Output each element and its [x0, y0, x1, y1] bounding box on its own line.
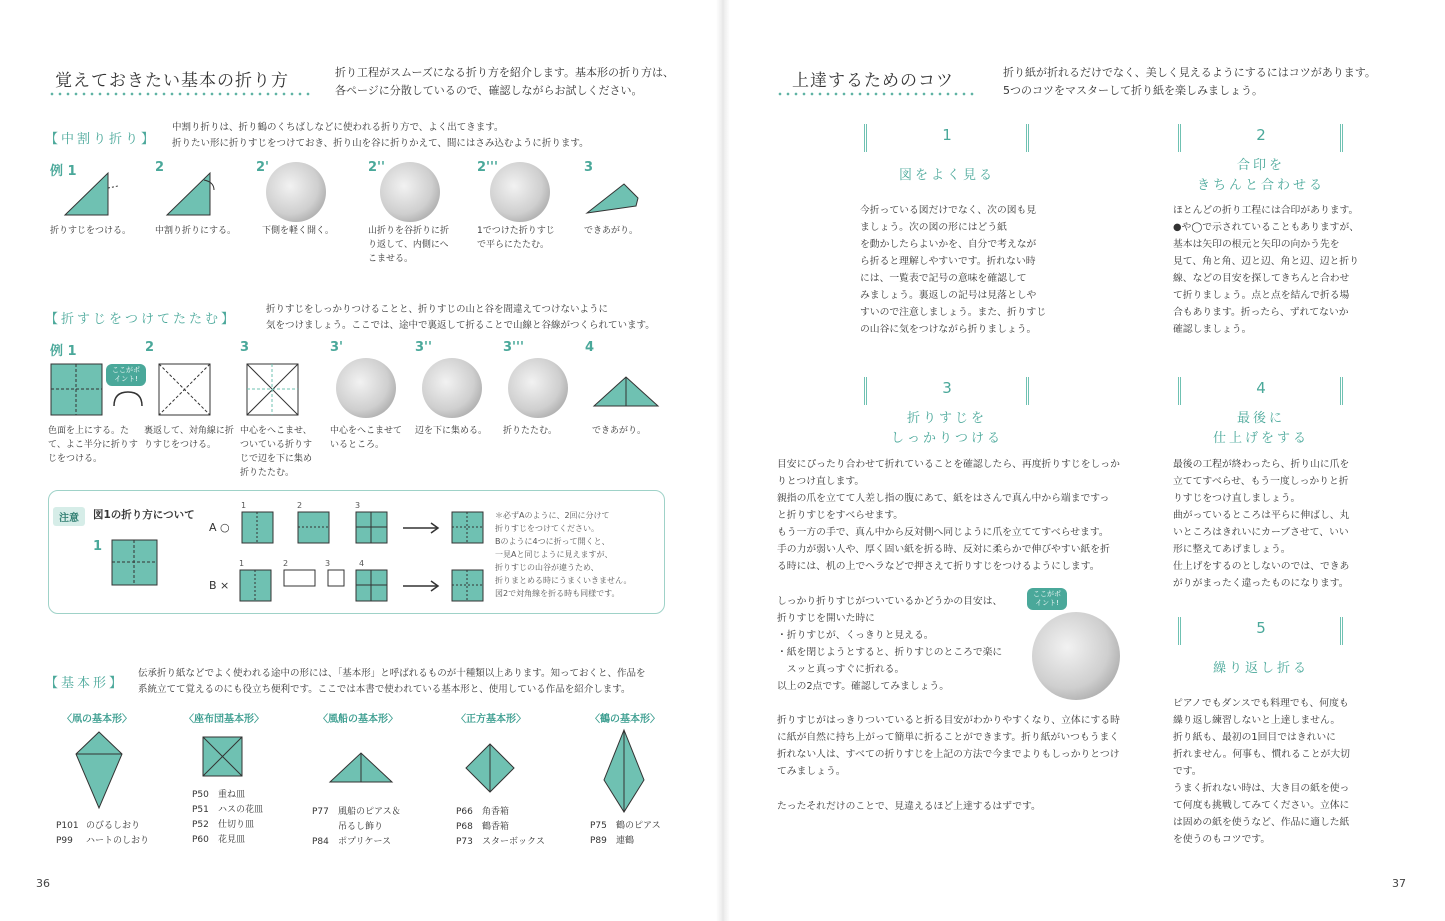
- desc-line: 気をつけましょう。ここでは、途中で裏返して折ることで山線と谷線がつくられています。: [266, 320, 655, 331]
- ref-row: [312, 805, 401, 820]
- ref-row: [312, 835, 401, 850]
- tatamu-caption: 折りたたむ。: [503, 426, 558, 436]
- tatamu-photo: [508, 358, 568, 418]
- tip-title-line: 最後に: [1236, 411, 1285, 426]
- note-line: 折りすじの山谷が違うため、: [495, 563, 599, 572]
- left-page: [0, 0, 722, 921]
- shape-title: 〈凧の基本形〉: [62, 714, 132, 725]
- option-b-label: B ×: [209, 579, 230, 592]
- check-line: しっかり折りすじがついているかどうかの目安は、: [777, 596, 1003, 607]
- tip-line: て何度も挑戦してみてください。立体に: [1173, 800, 1350, 811]
- tatamu-step-num: 例 1: [50, 344, 77, 359]
- tip-line: て折りましょう。点と点を結んで折る場: [1173, 290, 1350, 301]
- b-step-diagram: [283, 569, 317, 589]
- zabuton-base-diagram: [202, 736, 244, 778]
- tatamu-caption: 裏返して、対角線に折りすじをつける。: [144, 426, 234, 450]
- tip-line: です。: [1173, 766, 1202, 777]
- shape-refs: [56, 819, 149, 849]
- tip-title: [1166, 156, 1356, 196]
- naka-caption: できあがり。: [584, 226, 639, 236]
- a-step-diagram: [355, 511, 389, 545]
- tip-body: [1173, 695, 1363, 848]
- naka-photo: [490, 162, 550, 222]
- ref-page: P101: [56, 821, 79, 831]
- tip-line: 最後の工程が終わったら、折り山に爪を: [1173, 459, 1350, 470]
- ref-page: P50: [192, 790, 209, 800]
- tip-bar: [1026, 377, 1029, 405]
- tatamu-step-num: 3''': [503, 340, 524, 355]
- tip-line: 合もあります。折ったら、ずれてないか: [1173, 307, 1349, 318]
- desc-line: 伝承折り紙などでよく使われる途中の形には、「基本形」と呼ばれるものが十種類以上あります。知っておくと、作品を: [138, 668, 646, 679]
- a-step-num: 3: [355, 501, 361, 510]
- ref-title: 角香箱: [482, 807, 510, 817]
- intro-line: 折り紙が折れるだけでなく、美しく見えるようにするにはコツがあります。: [1003, 66, 1376, 79]
- check-block: [777, 593, 1057, 695]
- ref-page: P51: [192, 805, 209, 815]
- desc-line: 折りすじをしっかりつけることと、折りすじの山と谷を間違えてつけないように: [266, 304, 609, 315]
- note-text: [495, 509, 663, 600]
- check-line: に紙が自然に持ち上がって簡単に折ることができます。折り紙がいつもうまく: [777, 732, 1120, 743]
- kihon-desc: [138, 666, 678, 698]
- desc-line: 折りたい形に折りすじをつけておき、折り山を谷に折りかえて、間にはさみ込むように折ります。: [172, 138, 589, 149]
- ref-title: 鶴香箱: [482, 822, 510, 832]
- tip-bar: [1178, 617, 1181, 645]
- right-intro: [1003, 64, 1403, 100]
- a-step-diagram: [241, 511, 275, 545]
- tip-title-line: きちんと合わせる: [1196, 178, 1325, 193]
- shape-title: 〈風船の基本形〉: [318, 714, 398, 725]
- note-label: 注意: [53, 507, 85, 526]
- tip-number: 4: [1256, 379, 1266, 397]
- b-step-num: 4: [359, 559, 365, 568]
- tip-line: 折れません。何事も、慣れることが大切: [1173, 749, 1350, 760]
- b-step-diagram: [327, 569, 347, 589]
- tip-line: は固めの紙を使うなど、作品に適した紙: [1173, 817, 1350, 828]
- tip-line: 仕上げをするのとしないのでは、できあ: [1173, 561, 1350, 572]
- turn-over-icon: [110, 388, 146, 412]
- point-badge: ここがポイント!: [106, 364, 146, 386]
- ref-row: [56, 834, 149, 849]
- ref-row: [192, 833, 263, 848]
- naka-step-num: 2: [155, 160, 165, 175]
- naka-step-num: 3: [584, 160, 594, 175]
- tip-title-line: 合印を: [1236, 158, 1285, 173]
- ref-page: P84: [312, 837, 329, 847]
- tatamu-diagram-3: [246, 363, 300, 417]
- a-result-diagram: [451, 511, 485, 545]
- note-fig-num: 1: [93, 539, 103, 554]
- a-step-num: 1: [241, 501, 247, 510]
- b-step-diagram: [239, 569, 273, 603]
- ref-title: 花見皿: [218, 835, 246, 845]
- intro-line: 5つのコツをマスターして折り紙を楽しみましょう。: [1003, 84, 1263, 97]
- tip-line: りとつけ直します。: [777, 476, 865, 487]
- tatamu-step-num: 2: [145, 340, 155, 355]
- tatamu-photo: [336, 358, 396, 418]
- tatamu-step-num: 3'': [415, 340, 433, 355]
- tip-title: 図をよく見る: [898, 168, 995, 183]
- naka-step-num: 2'': [368, 160, 386, 175]
- naka-caption: 1でつけた折りすじで平らにたたむ。: [477, 226, 555, 250]
- tip-bar: [1340, 377, 1343, 405]
- point-badge: ここがポイント!: [1027, 588, 1067, 610]
- check-line: 折れない人は、すべての折りすじを上記の方法で今までよりもしっかりとつけ: [777, 749, 1120, 760]
- ref-title: 吊るし飾り: [338, 822, 384, 832]
- tip-number: 5: [1256, 619, 1266, 637]
- note-title: 図1の折り方について: [93, 509, 195, 521]
- tip-line: ●や◯で示されていることもありますが、: [1173, 222, 1360, 233]
- tip-line: ましょう。次の図の形にはどう紙: [860, 222, 1007, 233]
- ref-title: 重ね皿: [218, 790, 246, 800]
- intro-line: 折り工程がスムーズになる折り方を紹介します。基本形の折り方は、: [335, 66, 675, 79]
- ref-row: [56, 819, 149, 834]
- tip-bar: [864, 377, 867, 405]
- title-underline: [776, 92, 978, 96]
- tip-line: には、一覧表で記号の意味を確認して: [860, 273, 1027, 284]
- tatamu-photo: [422, 358, 482, 418]
- ref-page: P73: [456, 837, 473, 847]
- check-conclusion: たったそれだけのことで、見違えるほど上達するはずです。: [777, 801, 1041, 812]
- tatamu-caption: 色面を上にする。たて、よこ半分に折りすじをつける。: [48, 426, 138, 464]
- tip-line: ピアノでもダンスでも料理でも、何度も: [1173, 698, 1349, 709]
- ref-page: P99: [56, 836, 73, 846]
- note-line: 折りすじをつけてください。: [495, 524, 599, 533]
- naka-diagram-1: [60, 168, 130, 218]
- tatamu-caption: 中心をへこませているところ。: [330, 426, 403, 450]
- naka-step-num: 例 1: [50, 164, 77, 179]
- tip-line: 見て、角と角、辺と辺、角と辺、辺と折り: [1173, 256, 1359, 267]
- section-title-tips: 上達するためのコツ: [792, 71, 954, 91]
- tag-tatamu: 【折すじをつけてたたむ】: [45, 312, 238, 327]
- note-fig-1: [111, 539, 159, 587]
- tatamu-diagram-4: [592, 374, 660, 408]
- ref-page: P89: [590, 836, 607, 846]
- note-box: [48, 490, 665, 614]
- check-line: てみましょう。: [777, 766, 846, 777]
- section-title-basic-folds: 覚えておきたい基本の折り方: [55, 71, 289, 91]
- check-bullet: スッと真っすぐに折れる。: [777, 664, 905, 675]
- tip-line: すいので注意しましょう。また、折りすじ: [860, 307, 1047, 318]
- check-line: 折りすじを開いた時に: [777, 613, 875, 624]
- tip-line: 繰り返し練習しないと上達しません。: [1173, 715, 1341, 726]
- b-step-num: 3: [325, 559, 331, 568]
- title-underline: [48, 92, 310, 96]
- tip-title: [1166, 409, 1356, 449]
- ref-row: [456, 835, 545, 850]
- tip-bar: [1178, 124, 1181, 152]
- intro-line: 各ページに分散しているので、確認しながらお試しください。: [335, 84, 643, 97]
- ref-title: 鶴のピアス: [616, 821, 661, 831]
- book-gutter: [716, 0, 730, 921]
- a-step-num: 2: [297, 501, 303, 510]
- tip-title-line: 仕上げをする: [1212, 431, 1309, 446]
- ref-row: [456, 805, 545, 820]
- tip-line: もう一方の手で、真ん中から反対側へ同じように爪を立ててすべらせます。: [777, 527, 1109, 538]
- tatamu-caption: 中心をへこませ、ついている折りすじで辺を下に集め折りたたむ。: [240, 426, 313, 478]
- ref-title: 風船のピアス＆: [338, 807, 401, 817]
- tip-line: 手の力が弱い人や、厚く固い紙を折る時、反対に柔らかで伸びやすい紙を折: [777, 544, 1110, 555]
- tip-body: [1173, 202, 1363, 338]
- ref-title: 連鶴: [616, 836, 635, 846]
- tip-body: [777, 456, 1167, 575]
- ref-title: のびるしおり: [86, 821, 141, 831]
- note-line: Bのように4つに折って開くと、: [495, 537, 610, 546]
- tip-line: がりがまったく違ったものになります。: [1173, 578, 1349, 589]
- shape-refs: [456, 805, 545, 850]
- tip-title-line: 折りすじを: [906, 411, 987, 426]
- page-number: 37: [1392, 877, 1406, 890]
- fingers-photo: [1032, 612, 1120, 700]
- ref-title: スターボックス: [482, 837, 545, 847]
- shape-title: 〈座布団基本形〉: [184, 714, 264, 725]
- arrow-right-icon: [401, 521, 441, 535]
- check-line: 以上の2点です。確認してみましょう。: [777, 681, 949, 692]
- crane-base-diagram: [600, 728, 648, 816]
- tip-bar: [1340, 124, 1343, 152]
- page-number: 36: [36, 877, 50, 890]
- naka-step-num: 2''': [477, 160, 498, 175]
- ref-row: [192, 803, 263, 818]
- naka-photo: [380, 162, 440, 222]
- tatamu-caption: できあがり。: [592, 426, 647, 436]
- ref-row: [590, 819, 661, 834]
- tip-title-line: しっかりつける: [890, 431, 1003, 446]
- tip-number: 3: [942, 379, 952, 397]
- tatamu-step-num: 3': [330, 340, 344, 355]
- shape-title: 〈鶴の基本形〉: [590, 714, 660, 725]
- naka-step-num: 2': [256, 160, 270, 175]
- tip-line: を動かしたらよいかを、自分で考えなが: [860, 239, 1037, 250]
- check-line: 折りすじがはっきりついていると折る目安がわかりやすくなり、立体にする時: [777, 715, 1120, 726]
- tip-bar: [1178, 377, 1181, 405]
- note-line: 一見Aと同じように見えますが、: [495, 550, 613, 559]
- naka-caption: 折りすじをつける。: [50, 226, 132, 236]
- tip-line: りすじをつけ直しましょう。: [1173, 493, 1301, 504]
- tip-bar: [1026, 124, 1029, 152]
- tip-body: [860, 202, 1050, 338]
- note-line: 折りまとめる時にうまくいきません。: [495, 576, 632, 585]
- option-a-label: A ○: [209, 521, 230, 534]
- ref-row: [590, 834, 661, 849]
- tip-line: ほとんどの折り工程には合印があります。: [1173, 205, 1359, 216]
- a-step-diagram: [297, 511, 331, 545]
- tip-line: 立ててすべらせ、もう一度しっかりと折: [1173, 476, 1349, 487]
- tip-line: 折り紙も、最初の1回目ではきれいに: [1173, 732, 1336, 743]
- balloon-base-diagram: [328, 750, 394, 784]
- ref-title: ハスの花皿: [218, 805, 264, 815]
- check-bullet: ・折りすじが、くっきりと見える。: [777, 630, 934, 641]
- ref-page: P66: [456, 807, 473, 817]
- tip-line: 確認しましょう。: [1173, 324, 1252, 335]
- ref-page: P77: [312, 807, 329, 817]
- square-base-diagram: [464, 742, 516, 794]
- tag-kihon: 【基本形】: [45, 676, 126, 691]
- b-step-num: 2: [283, 559, 289, 568]
- tatamu-diagram-2: [158, 363, 212, 417]
- tip-line: みましょう。裏返しの記号は見落としや: [860, 290, 1037, 301]
- tip-line: 今折っている図だけでなく、次の図も見: [860, 205, 1037, 216]
- check-bullet: ・紙を閉じようとすると、折りすじのところで楽に: [777, 647, 1003, 658]
- ref-row: [456, 820, 545, 835]
- ref-page: P60: [192, 835, 209, 845]
- tip-line: ら折ると理解しやすいです。折れない時: [860, 256, 1036, 267]
- tip-line: うまく折れない時は、大き目の紙を使っ: [1173, 783, 1350, 794]
- desc-line: 系統立てて覚えるのにも役立ち便利です。ここでは本書で使われている基本形と、使用している作品を紹介します。: [138, 684, 631, 695]
- tip-line: る時には、机の上でヘラなどで押さえて折りすじをつけるようにします。: [777, 561, 1100, 572]
- tip-line: と折りすじをすべらせます。: [777, 510, 904, 521]
- shape-refs: [590, 819, 661, 849]
- naka-diagram-3: [584, 180, 642, 216]
- b-step-num: 1: [239, 559, 245, 568]
- shape-refs: [312, 805, 401, 850]
- tip-bar: [864, 124, 867, 152]
- b-result-diagram: [451, 569, 485, 603]
- nakawari-desc: [172, 120, 652, 152]
- ref-title: ハートのしおり: [86, 836, 150, 846]
- ref-title: 仕切り皿: [218, 820, 255, 830]
- tip-title: 繰り返し折る: [1212, 661, 1309, 676]
- shape-title: 〈正方基本形〉: [456, 714, 526, 725]
- check-para: [777, 712, 1167, 780]
- tatamu-diagram-1: [50, 363, 104, 417]
- desc-line: 中割り折りは、折り鶴のくちばしなどに使われる折り方で、よく出てきます。: [172, 122, 504, 133]
- right-page: [722, 0, 1445, 921]
- left-intro: [335, 64, 695, 100]
- tip-number: 1: [942, 126, 952, 144]
- tip-line: 目安にぴったり合わせて折れていることを確認したら、再度折りすじをしっか: [777, 459, 1120, 470]
- tatamu-desc: [266, 302, 686, 334]
- naka-diagram-2: [162, 168, 232, 218]
- tip-body: [1173, 456, 1363, 592]
- naka-caption: 中割り折りにする。: [155, 226, 237, 236]
- naka-caption: 下側を軽く開く。: [262, 226, 334, 236]
- note-line: ＊必ずAのように、2回に分けて: [495, 511, 610, 520]
- tip-line: いところはきれいにカーブさせて、いい: [1173, 527, 1349, 538]
- ref-page: P68: [456, 822, 473, 832]
- tag-nakawari: 【中割り折り】: [45, 132, 158, 147]
- tip-line: 基本は矢印の根元と矢印の向かう先を: [1173, 239, 1340, 250]
- ref-row: [192, 818, 263, 833]
- tatamu-step-num: 3: [240, 340, 250, 355]
- naka-caption: 山折りを谷折りに折り返して、内側にへこませる。: [368, 226, 450, 264]
- ref-row: [192, 788, 263, 803]
- b-step-diagram: [355, 569, 389, 603]
- tip-title: [852, 409, 1042, 449]
- tip-bar: [1340, 617, 1343, 645]
- shape-refs: [192, 788, 263, 848]
- tip-line: を使うのもコツです。: [1173, 834, 1271, 845]
- ref-page: P52: [192, 820, 209, 830]
- tip-line: 曲がっているところは平らに伸ばし、丸: [1173, 510, 1350, 521]
- tip-line: の山谷に気をつけながら折りましょう。: [860, 324, 1037, 335]
- tip-line: 親指の爪を立てて人差し指の腹にあて、紙をはさんで真ん中から端まですっ: [777, 493, 1110, 504]
- naka-photo: [266, 162, 326, 222]
- tip-number: 2: [1256, 126, 1266, 144]
- tip-line: 形に整えてあげましょう。: [1173, 544, 1291, 555]
- ref-page: P75: [590, 821, 607, 831]
- tip-line: 線、などの目安を探してきちんと合わせ: [1173, 273, 1350, 284]
- ref-row: [312, 820, 401, 835]
- note-line: 図2で対角線を折る時も同様です。: [495, 589, 620, 598]
- kite-base-diagram: [74, 730, 124, 812]
- ref-title: ポプリケース: [338, 837, 392, 847]
- tatamu-caption: 辺を下に集める。: [415, 426, 488, 436]
- tatamu-step-num: 4: [585, 340, 595, 355]
- arrow-right-icon: [401, 579, 441, 593]
